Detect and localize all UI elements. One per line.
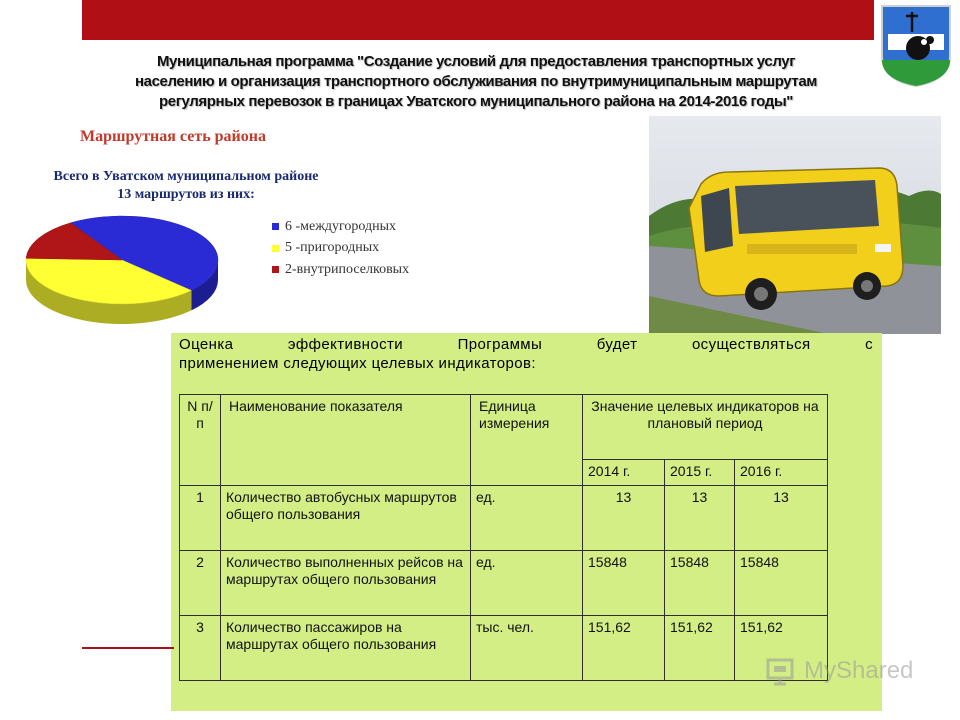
header-name: Наименование показателя xyxy=(221,395,471,486)
row-unit: ед. xyxy=(471,551,583,616)
row-indicator-name: Количество пассажиров на маршрутах общего пользования xyxy=(221,616,471,681)
row-indicator-name: Количество автобусных маршрутов общего пользования xyxy=(221,486,471,551)
route-network-heading: Маршрутная сеть района xyxy=(80,128,266,145)
header-unit: Единица измерения xyxy=(471,395,583,486)
decorative-red-line xyxy=(82,647,174,649)
legend-swatch xyxy=(272,245,279,252)
header-values: Значение целевых индикаторов на плановый период xyxy=(583,395,828,460)
legend-item xyxy=(272,238,409,260)
legend-item xyxy=(272,259,409,281)
panel-heading xyxy=(179,335,873,373)
watermark xyxy=(766,656,913,686)
title-line-1: Муниципальная программа "Создание условий для предоставления транспортных услуг xyxy=(156,53,796,70)
header-year-2016: 2016 г. xyxy=(735,460,828,486)
program-title xyxy=(70,52,882,112)
header-year-2015: 2015 г. xyxy=(665,460,735,486)
row-value-2016: 15848 xyxy=(735,551,828,616)
routes-total-line-1: Всего в Уватском муниципальном районе xyxy=(53,169,319,184)
panel-heading-line-2: применением следующих целевых индикаторов: xyxy=(179,355,536,372)
legend-label: 2-внутрипоселковых xyxy=(285,261,410,277)
row-number: 1 xyxy=(180,486,221,551)
top-decorative-bar xyxy=(82,0,874,40)
legend-label: 6 -междугородных xyxy=(285,218,397,234)
indicators-panel xyxy=(171,333,882,711)
row-value-2014: 15848 xyxy=(583,551,665,616)
pie-legend xyxy=(272,216,409,281)
legend-swatch xyxy=(272,223,279,230)
indicators-table xyxy=(179,394,828,681)
row-value-2015: 15848 xyxy=(665,551,735,616)
routes-pie-chart xyxy=(22,208,226,334)
row-value-2015: 13 xyxy=(665,486,735,551)
header-n: N п/п xyxy=(180,395,221,486)
title-line-3: регулярных перевозок в границах Уватского муниципального района на 2014-2016 годы" xyxy=(159,93,793,110)
header-year-2014: 2014 г. xyxy=(583,460,665,486)
legend-item xyxy=(272,216,409,238)
row-value-2016: 151,62 xyxy=(735,616,828,681)
presentation-icon xyxy=(766,656,798,686)
routes-total-text xyxy=(30,168,342,204)
row-indicator-name: Количество выполненных рейсов на маршрутах общего пользования xyxy=(221,551,471,616)
row-number: 2 xyxy=(180,551,221,616)
watermark-text: MyShared xyxy=(804,657,914,684)
district-emblem-icon xyxy=(878,4,954,88)
legend-swatch xyxy=(272,266,279,273)
row-value-2014: 151,62 xyxy=(583,616,665,681)
table-row xyxy=(180,486,828,551)
row-unit: тыс. чел. xyxy=(471,616,583,681)
panel-heading-line-1: Оценка эффективности Программы будет осуществляться с xyxy=(179,336,873,353)
table-row xyxy=(180,551,828,616)
title-line-2: населению и организация транспортного обслуживания по внутримуниципальным маршрутам xyxy=(135,73,817,90)
row-value-2014: 13 xyxy=(583,486,665,551)
row-value-2016: 13 xyxy=(735,486,828,551)
table-row xyxy=(180,616,828,681)
legend-label: 5 -пригородных xyxy=(285,240,380,256)
table-header-row xyxy=(180,395,828,460)
row-unit: ед. xyxy=(471,486,583,551)
routes-total-line-2: 13 маршрутов из них: xyxy=(117,187,255,202)
yellow-bus-photo xyxy=(649,116,941,334)
row-value-2015: 151,62 xyxy=(665,616,735,681)
row-number: 3 xyxy=(180,616,221,681)
